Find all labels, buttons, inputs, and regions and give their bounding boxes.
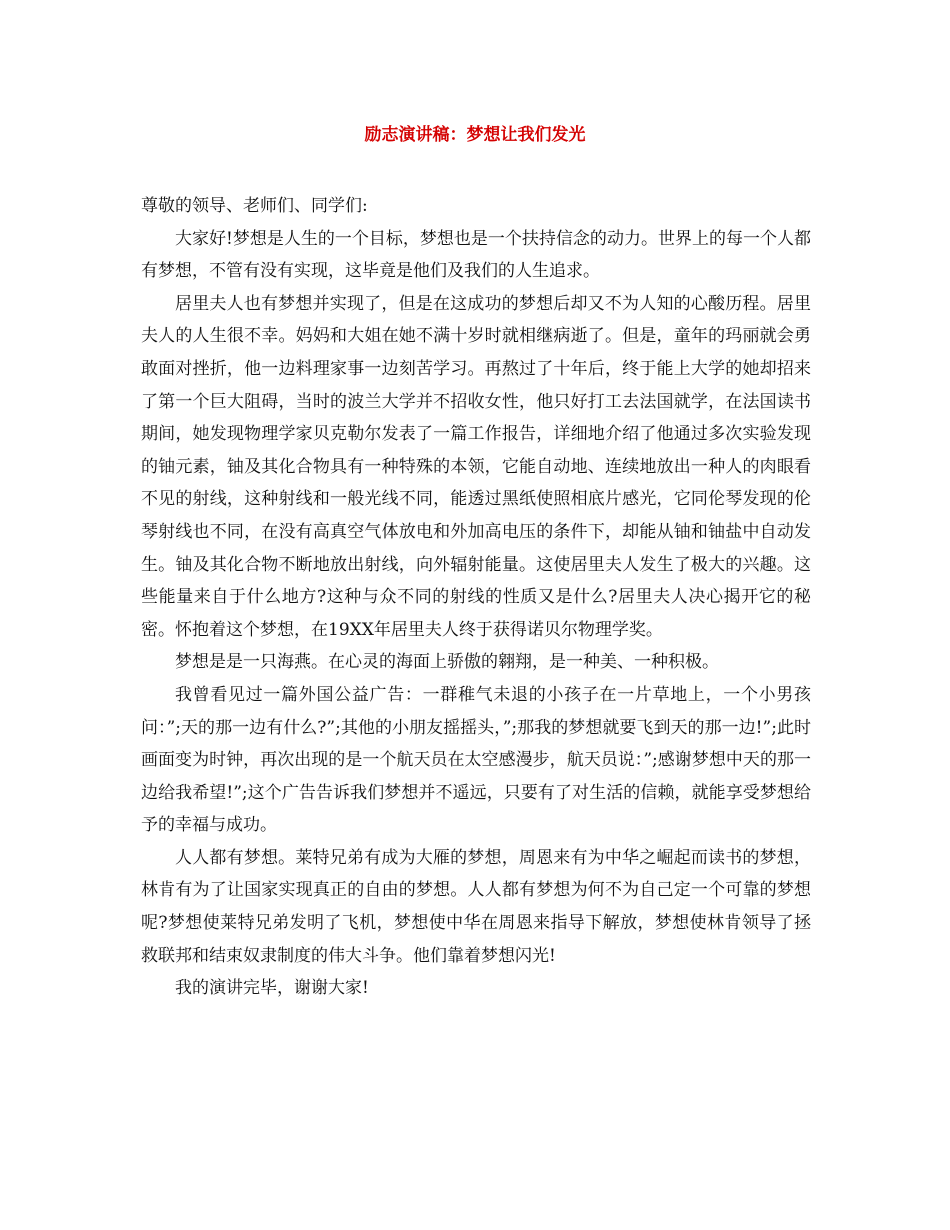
closing-paragraph: 我的演讲完毕，谢谢大家! — [175, 978, 369, 999]
paragraph-5: 人人都有梦想。莱特兄弟有成为大雁的梦想，周恩来有为中华之崛起而读书的梦想，林肯有为了让国家实现真正的自由的梦想。人人都有梦想为何不为自己定一个可靠的梦想呢?梦想使莱特兄弟发明了飞机，梦想使中华在周恩来指导下解放，梦想使林肯领导了拯救联邦和结束奴隶制度的伟大斗争。他们靠着梦想闪光! — [141, 847, 811, 966]
document-body — [141, 190, 811, 1005]
paragraph-2: 居里夫人也有梦想并实现了，但是在这成功的梦想后却又不为人知的心酸历程。居里夫人的人生很不幸。妈妈和大姐在她不满十岁时就相继病逝了。但是，童年的玛丽就会勇敢面对挫折，他一边料理家事一边刻苦学习。再熬过了十年后，终于能上大学的她却招来了第一个巨大阻碍，当时的波兰大学并不招收女性，他只好打工去法国就学，在法国读书期间，她发现物理学家贝克勒尔发表了一篇工作报告，详细地介绍了他通过多次实验发现的铀元素，铀及其化合物具有一种特殊的本领，它能自动地、连续地放出一种人的肉眼看不见的射线，这种射线和一般光线不同，能透过黑纸使照相底片感光，它同伦琴发现的伦琴射线也不同，在没有高真空气体放电和外加高电压的条件下，却能从铀和铀盐中自动发生。铀及其化合物不断地放出射线，向外辐射能量。这使居里夫人发生了极大的兴趣。这些能量来自于什么地方?这种与众不同的射线的性质又是什么?居里夫人决心揭开它的秘密。怀抱着这个梦想，在19XX年居里夫人终于获得诺贝尔物理学奖。 — [141, 293, 811, 640]
salutation: 尊敬的领导、老师们、同学们: — [141, 196, 368, 216]
paragraph-3: 梦想是是一只海燕。在心灵的海面上骄傲的翱翔，是一种美、一种积极。 — [175, 652, 719, 673]
paragraph-4: 我曾看见过一篇外国公益广告：一群稚气未退的小孩子在一片草地上，一个小男孩问：”;天的那一边有什么?”;其他的小朋友摇摇头，”;那我的梦想就要飞到天的那一边!”;此时画面变为时钟，再次出现的是一个航天员在太空感漫步，航天员说：”;感谢梦想中天的那一边给我希望!”;这个广告告诉我们梦想并不遥远，只要有了对生活的信赖，就能享受梦想给予的幸福与成功。 — [141, 684, 811, 836]
document-title: 励志演讲稿：梦想让我们发光 — [364, 125, 586, 145]
paragraph-1: 大家好!梦想是人生的一个目标，梦想也是一个扶持信念的动力。世界上的每一个人都有梦想，不管有没有实现，这毕竟是他们及我们的人生追求。 — [141, 228, 811, 282]
